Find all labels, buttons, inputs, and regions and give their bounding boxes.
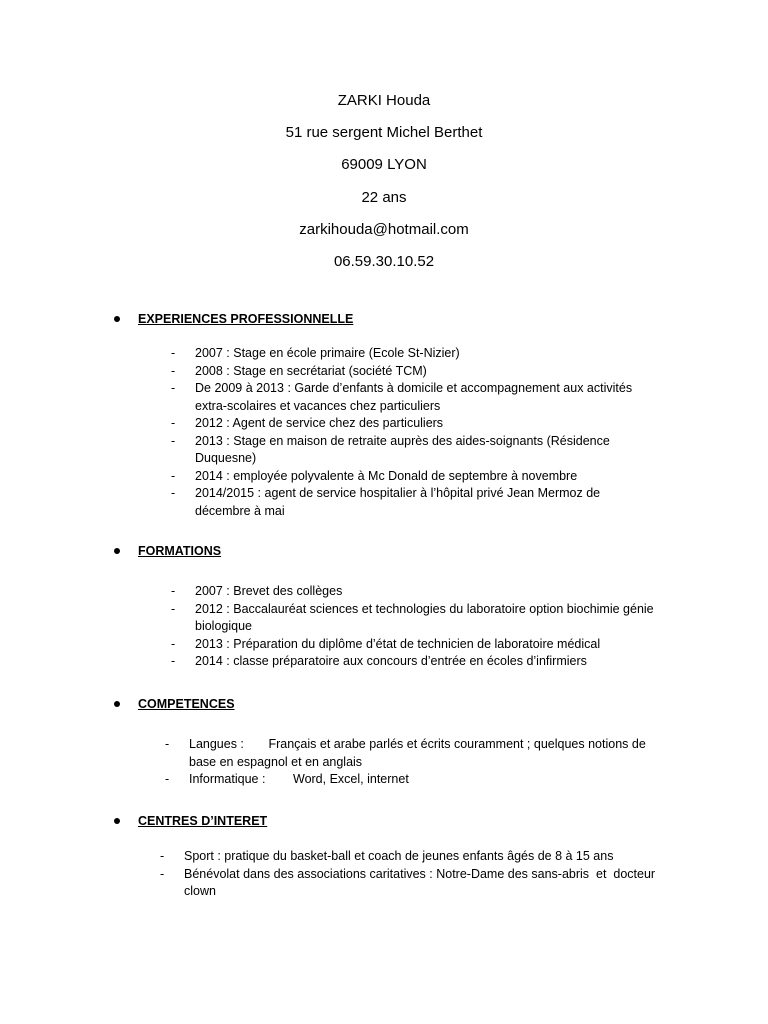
section-title: CENTRES D’INTERET bbox=[138, 814, 268, 828]
list-item: - 2014 : classe préparatoire aux concours d’entrée en écoles d’infirmiers bbox=[195, 653, 685, 671]
list-item: - 2013 : Préparation du diplôme d’état de technicien de laboratoire médical bbox=[195, 636, 685, 654]
section-title: FORMATIONS bbox=[138, 544, 222, 558]
experiences-list bbox=[171, 345, 655, 520]
address-city: 69009 LYON bbox=[341, 156, 427, 174]
dash-icon: - bbox=[171, 584, 176, 598]
list-item: - 2012 : Baccalauréat sciences et technologies du laboratoire option biochimie génie biologique bbox=[171, 601, 654, 633]
section-title: COMPETENCES bbox=[138, 697, 235, 711]
list-item: - De 2009 à 2013 : Garde d’enfants à domicile et accompagnement aux activités extra-scolaires et vacances chez particuliers bbox=[171, 381, 633, 413]
formations-list bbox=[171, 583, 685, 671]
dash-icon: - bbox=[171, 381, 176, 395]
candidate-age: 22 ans bbox=[361, 188, 407, 206]
candidate-name: ZARKI Houda bbox=[337, 92, 431, 109]
skill-value: Word, Excel, internet bbox=[293, 772, 409, 786]
address-street: 51 rue sergent Michel Berthet bbox=[285, 124, 483, 142]
list-item: - 2012 : Agent de service chez des particuliers bbox=[195, 415, 655, 433]
dash-icon: - bbox=[160, 849, 165, 863]
list-item: - Bénévolat dans des associations caritatives : Notre-Dame des sans-abris et docteur clown bbox=[160, 866, 659, 898]
dash-icon: - bbox=[171, 601, 176, 616]
list-item: - 2007 : Stage en école primaire (Ecole St-Nizier) bbox=[195, 345, 655, 363]
skill-value: Français et arabe parlés et écrits couramment ; quelques notions de base en espagnol et en anglais bbox=[189, 737, 646, 769]
bullet-icon bbox=[114, 701, 120, 707]
dash-icon: - bbox=[171, 416, 176, 430]
bullet-icon bbox=[114, 548, 120, 554]
list-item: - Sport : pratique du basket-ball et coach de jeunes enfants âgés de 8 à 15 ans bbox=[184, 848, 679, 866]
dash-icon: - bbox=[171, 636, 176, 651]
section-title: EXPERIENCES PROFESSIONNELLE bbox=[138, 312, 354, 326]
bullet-icon bbox=[114, 818, 120, 824]
dash-icon: - bbox=[165, 737, 170, 751]
list-item: - 2007 : Brevet des collèges bbox=[195, 583, 685, 601]
skill-label: Informatique : bbox=[189, 772, 266, 786]
bullet-icon bbox=[114, 316, 120, 322]
dash-icon: - bbox=[160, 866, 165, 881]
dash-icon: - bbox=[171, 433, 176, 448]
dash-icon: - bbox=[171, 654, 176, 668]
list-item bbox=[165, 771, 669, 789]
list-item: - 2014 : employée polyvalente à Mc Donald de septembre à novembre bbox=[195, 468, 655, 486]
list-item: - 2014/2015 : agent de service hospitalier à l’hôpital privé Jean Mermoz de décembre à mai bbox=[171, 486, 601, 518]
list-item bbox=[165, 736, 669, 771]
dash-icon: - bbox=[171, 468, 176, 483]
cv-header bbox=[0, 85, 768, 278]
dash-icon: - bbox=[171, 346, 176, 360]
email-address: zarkihouda@hotmail.com bbox=[299, 220, 469, 238]
list-item: - 2013 : Stage en maison de retraite auprès des aides-soignants (Résidence Duquesne) bbox=[171, 433, 610, 465]
skill-label: Langues : bbox=[189, 737, 244, 751]
list-item: - 2008 : Stage en secrétariat (société TCM) bbox=[195, 363, 655, 381]
dash-icon: - bbox=[165, 772, 170, 786]
competences-list bbox=[165, 736, 669, 789]
interets-list bbox=[160, 848, 679, 901]
dash-icon: - bbox=[171, 363, 176, 378]
phone-number: 06.59.30.10.52 bbox=[333, 253, 435, 271]
dash-icon: - bbox=[171, 486, 176, 500]
